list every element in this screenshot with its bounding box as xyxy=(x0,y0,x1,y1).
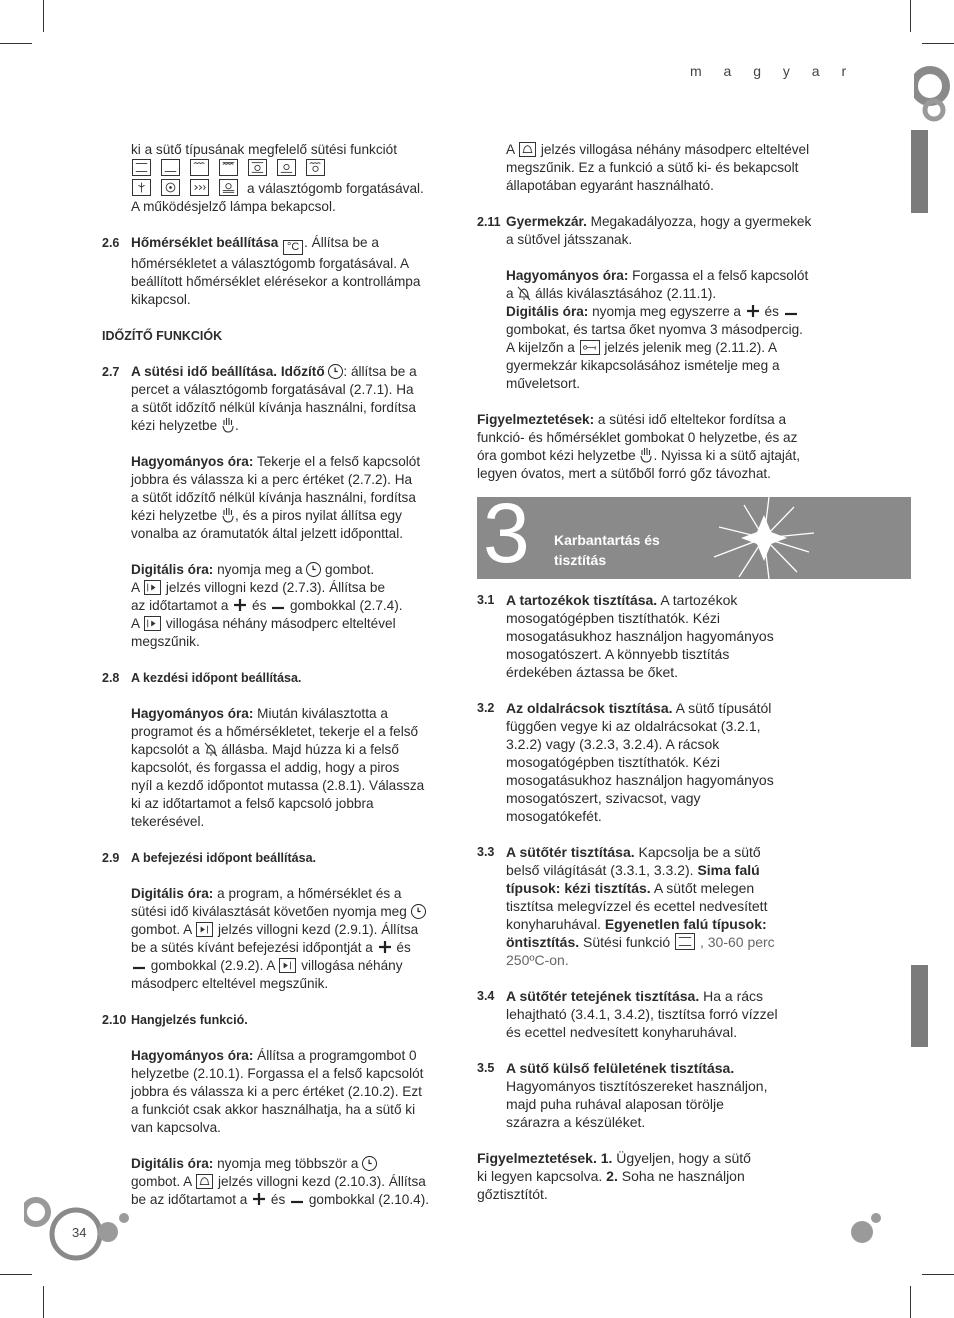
paragraph: ki az időtartamot a felső kapcsoló jobbra xyxy=(131,796,374,811)
text: Ha a rács xyxy=(699,988,764,1004)
text: jelzés villogni kezd (2.9.1). Állítsa xyxy=(214,922,419,937)
text: Állítsa a programgombot 0 xyxy=(253,1048,417,1063)
fast-heat-icon xyxy=(190,179,209,196)
section-banner xyxy=(477,497,911,579)
text: . Állítsa be a xyxy=(304,235,379,250)
text: típusok: kézi tisztítás. xyxy=(506,880,651,896)
section-title: A sütőtér tisztítása. xyxy=(506,844,635,860)
end-time-icon xyxy=(196,922,213,937)
decorative-circles xyxy=(900,62,954,132)
right-column-top xyxy=(477,141,822,483)
text: óra gombot kézi helyzetbe xyxy=(477,448,636,463)
paragraph: megszűnik. xyxy=(131,634,200,649)
text: Soha ne használjon xyxy=(617,1168,745,1184)
label: Digitális óra: xyxy=(506,304,589,319)
banner-title-line: Karbantartás és xyxy=(554,532,660,548)
text: Tekerje el a felső kapcsolót xyxy=(253,454,421,469)
paragraph: kikapcsol. xyxy=(131,292,191,307)
minus-icon xyxy=(783,304,799,318)
section-number: 3.3 xyxy=(477,845,495,859)
text: jelzés villogása néhány másodperc elteltével xyxy=(537,142,810,157)
plus-icon xyxy=(232,598,248,612)
paragraph: megszűnik. Ez a funkció a sütő ki- és bekapcsolt xyxy=(506,160,799,175)
paragraph: hőmérsékletet a választógomb forgatásával. A xyxy=(131,256,410,271)
bottom-heat-icon xyxy=(161,159,180,176)
paragraph: Hagyományos tisztítószereket használjon, xyxy=(506,1078,768,1094)
paragraph: gőztisztítót. xyxy=(477,1186,548,1202)
text: jelzés villogni kezd (2.7.3). Állítsa be xyxy=(162,580,385,595)
fan-icon xyxy=(161,179,180,196)
sparkle-icon xyxy=(709,497,819,579)
text: jelzés jelenik meg (2.11.2). A xyxy=(600,340,778,355)
text: és xyxy=(760,304,779,319)
text: Ügyeljen, hogy a sütő xyxy=(612,1150,751,1166)
section-title: A kezdési időpont beállítása. xyxy=(131,671,302,685)
paragraph: kapcsolót, és forgassa el addig, hogy a piros xyxy=(131,760,400,775)
manual-hand-icon xyxy=(639,447,653,463)
crop-mark xyxy=(43,1286,44,1318)
text: jelzés villogni kezd (2.10.3). Állítsa xyxy=(214,1174,426,1189)
text: A tartozékok xyxy=(657,592,738,608)
crop-mark xyxy=(922,43,954,44)
text: be az időtartamot a xyxy=(131,1192,248,1207)
text: konyharuhával. xyxy=(506,916,601,932)
crop-mark xyxy=(0,43,32,44)
section-number: 3.2 xyxy=(477,701,495,715)
section-number: 2.8 xyxy=(102,671,120,685)
text: és xyxy=(267,1192,286,1207)
section-number: 2.11 xyxy=(477,215,501,229)
paragraph: beállított hőmérséklet elérésekor a kontrollámpa xyxy=(131,274,421,289)
label: Digitális óra: xyxy=(131,886,214,901)
left-column xyxy=(102,141,432,1209)
text: gombokkal (2.10.4). xyxy=(305,1192,429,1207)
plus-icon xyxy=(377,940,393,954)
section-banner-title xyxy=(554,530,660,570)
paragraph: percet a választógomb forgatásával (2.7.1). Ha xyxy=(131,382,414,397)
paragraph: mosogatószert. A könnyebb tisztítás xyxy=(506,646,730,662)
text: , 30-60 perc xyxy=(696,934,775,950)
label: Figyelmeztetések: xyxy=(477,412,595,427)
section-number: 3.1 xyxy=(477,593,495,607)
text: Kapcsolja be a sütő xyxy=(634,844,761,860)
crop-mark xyxy=(910,0,911,32)
key-lock-icon xyxy=(580,340,600,355)
text: . xyxy=(234,418,239,433)
paragraph: lehajtható (3.4.1, 3.4.2), tisztítsa forró vízzel xyxy=(506,1006,778,1022)
text: Egyenetlen falú típusok: xyxy=(600,916,767,932)
paragraph: függően vegye ki az oldalrácsokat (3.2.1, xyxy=(506,718,761,734)
section-number: 2.10 xyxy=(102,1013,127,1027)
page-number: 34 xyxy=(72,1225,87,1240)
paragraph: gyermekzár kikapcsolásához ismételje meg a xyxy=(506,358,780,373)
grill-icon xyxy=(190,159,209,176)
top-bottom-heat-icon xyxy=(132,159,151,176)
paragraph: 3.2.2) vagy (3.2.3, 3.2.4). A rácsok xyxy=(506,736,720,752)
function-icon-row xyxy=(131,179,432,198)
paragraph: tisztítsa melegvízzel és ecettel nedvesített xyxy=(506,898,768,914)
paragraph: jobbra és válassza ki a perc értéket (2.7.2). Ha xyxy=(131,472,413,487)
text: Miután kiválasztotta a xyxy=(253,706,388,721)
text: kézi helyzetbe xyxy=(131,508,218,523)
paragraph: funkció- és hőmérséklet gombokat 0 helyzetbe, és az xyxy=(477,430,798,445)
section-heading: IDŐZÍTŐ FUNKCIÓK xyxy=(102,329,223,343)
text: és xyxy=(392,940,411,955)
text: belső világítását (3.3.1, 3.3.2). xyxy=(506,862,694,878)
clock-icon xyxy=(306,562,321,577)
text: . Nyissa ki a sütő ajtaját, xyxy=(653,448,801,463)
text: Forgassa el a felső kapcsolót xyxy=(628,268,809,283)
manual-hand-icon xyxy=(221,507,235,523)
paragraph: mosogatásukhoz használjon hagyományos xyxy=(506,628,774,644)
paragraph: mosogatógépben tisztíthatók. Kézi xyxy=(506,754,721,770)
label: Hagyományos óra: xyxy=(131,454,254,469)
clock-icon xyxy=(362,1156,377,1171)
top-bottom-heat-icon xyxy=(675,933,695,950)
fan-grill-bottom-icon xyxy=(219,179,238,196)
paragraph: nyíl a kezdő időpontot mutassa (2.8.1). Válassza xyxy=(131,778,425,793)
section-title: Hőmérséklet beállítása xyxy=(131,235,279,250)
paragraph: mosogatásukhoz használjon hagyományos xyxy=(506,772,774,788)
paragraph: vonalba az óramutatók által jelzett időponttal. xyxy=(131,526,404,541)
paragraph: 250ºC-on. xyxy=(506,952,569,968)
fan-bottom-icon xyxy=(277,159,296,176)
section-number: 2.7 xyxy=(102,365,120,379)
bell-icon xyxy=(196,1174,213,1189)
text: be a sütés kívánt befejezési időpontját a xyxy=(131,940,373,955)
text: az időtartamot a xyxy=(131,598,229,613)
crop-mark xyxy=(922,1274,954,1275)
text: 2. xyxy=(602,1168,618,1184)
text: gombokkal (2.7.4). xyxy=(286,598,403,613)
manual-hand-icon xyxy=(221,417,235,433)
text: sütési idő kiválasztását követően nyomja meg xyxy=(131,904,407,919)
minus-icon xyxy=(289,1192,305,1206)
label: Figyelmeztetések. 1. xyxy=(477,1150,613,1166)
paragraph: mosogatókefét. xyxy=(506,808,602,824)
paragraph: jobbra és válassza ki a perc értéket (2.10.2). Ezt xyxy=(131,1084,422,1099)
section-number: 3.4 xyxy=(477,989,495,1003)
text: a xyxy=(506,286,514,301)
crop-mark xyxy=(910,1286,911,1318)
clock-icon xyxy=(328,364,343,379)
text: A xyxy=(131,616,140,631)
section-title: Az oldalrácsok tisztítása. xyxy=(506,700,673,716)
minus-icon xyxy=(270,598,286,612)
text: és xyxy=(248,598,267,613)
language-label: m a g y a r xyxy=(690,63,856,79)
paragraph: majd puha ruhával alaposan törölje xyxy=(506,1096,724,1112)
duration-icon xyxy=(144,616,161,631)
text: a program, a hőmérséklet és a xyxy=(213,886,402,901)
duration-icon xyxy=(144,580,161,595)
paragraph: ki a sütő típusának megfelelő sütési funkciót xyxy=(131,142,397,157)
text: A sütő típusától xyxy=(672,700,772,716)
paragraph: mosogatógépben tisztíthatók. Kézi xyxy=(506,610,721,626)
plus-icon xyxy=(251,1192,267,1206)
text: villogása néhány másodperc elteltével xyxy=(162,616,396,631)
section-number: 2.9 xyxy=(102,851,120,865)
text: állásba. Majd húzza ki a felső xyxy=(217,742,399,757)
text: , és a piros nyilat állítsa egy xyxy=(234,508,402,523)
text: nyomja meg többször a xyxy=(213,1156,359,1171)
text: gombot. xyxy=(321,562,375,577)
paragraph: a funkciót csak akkor használhatja, ha a sütő ki xyxy=(131,1102,416,1117)
grill-top-heat-icon xyxy=(219,159,238,176)
paragraph: és ecettel nedvesített konyharuhával. xyxy=(506,1024,738,1040)
fan-top-bottom-icon xyxy=(248,159,267,176)
fan-grill-icon xyxy=(306,159,325,176)
text: A xyxy=(506,142,515,157)
bell-icon xyxy=(519,142,536,157)
paragraph: állapotában egyaránt használható. xyxy=(506,178,714,193)
side-tab-bar xyxy=(911,965,928,1047)
text: a sütési idő elteltekor fordítsa a xyxy=(594,412,787,427)
paragraph: a választógomb forgatásával. xyxy=(247,181,424,196)
text: gombot. A xyxy=(131,1174,192,1189)
paragraph: szárazra a készüléket. xyxy=(506,1114,646,1130)
defrost-icon xyxy=(132,179,151,196)
text: állás kiválasztásához (2.11.1). xyxy=(531,286,717,301)
text: Sima falú xyxy=(693,862,760,878)
plus-icon xyxy=(745,304,761,318)
text: Sütési funkció xyxy=(579,934,671,950)
section-number: 3.5 xyxy=(477,1061,495,1075)
paragraph: érdekében áztassa be őket. xyxy=(506,664,679,680)
paragraph: legyen óvatos, mert a sütőből forró gőz távozhat. xyxy=(477,466,771,481)
end-time-icon xyxy=(279,958,296,973)
text: : állítsa be a xyxy=(343,364,417,379)
paragraph: programot és a hőmérsékletet, tekerje el a felső xyxy=(131,724,419,739)
paragraph: a sütőt időzítő nélkül kívánja használni, fordítsa xyxy=(131,400,416,415)
section-banner-number: 3 xyxy=(483,497,530,579)
text: Megakadályozza, hogy a gyermekek xyxy=(586,214,812,229)
decorative-circles xyxy=(848,1208,888,1248)
crop-mark xyxy=(43,0,44,32)
clock-icon xyxy=(411,904,426,919)
section-number: 2.6 xyxy=(102,236,120,250)
banner-title-line: tisztítás xyxy=(554,552,607,568)
section-title: Hangjelzés funkció. xyxy=(131,1013,248,1027)
section-title: A sütő külső felületének tisztítása. xyxy=(506,1060,735,1076)
section-title: A sütőtér tetejének tisztítása. xyxy=(506,988,700,1004)
text: nyomja meg a xyxy=(213,562,303,577)
temperature-icon: °C xyxy=(283,240,303,255)
label: Hagyományos óra: xyxy=(506,268,629,283)
paragraph: a sütővel játsszanak. xyxy=(506,232,633,247)
bell-icon xyxy=(204,741,218,757)
text: A sütőt melegen xyxy=(650,880,755,896)
paragraph: mosogatószert, szivacsot, vagy xyxy=(506,790,701,806)
section-title: A tartozékok tisztítása. xyxy=(506,592,658,608)
right-column-bottom xyxy=(477,591,822,1203)
paragraph: helyzetbe (2.10.1). Forgassa el a felső kapcsolót xyxy=(131,1066,424,1081)
text: A xyxy=(131,580,140,595)
section-title: A befejezési időpont beállítása. xyxy=(131,851,316,865)
side-tab-bar xyxy=(911,130,928,213)
text: gombot. A xyxy=(131,922,192,937)
paragraph: van kapcsolva. xyxy=(131,1120,221,1135)
crop-mark xyxy=(0,1274,32,1275)
text: A kijelzőn a xyxy=(506,340,575,355)
text: gombokkal (2.9.2). A xyxy=(147,958,275,973)
bell-icon xyxy=(517,285,531,301)
label: Hagyományos óra: xyxy=(131,1048,254,1063)
paragraph: tekerésével. xyxy=(131,814,205,829)
label: Hagyományos óra: xyxy=(131,706,254,721)
section-title: Gyermekzár. xyxy=(506,214,587,229)
text: öntisztítás. xyxy=(506,934,580,950)
label: Digitális óra: xyxy=(131,562,214,577)
paragraph: másodperc elteltével megszűnik. xyxy=(131,976,329,991)
text: kézi helyzetbe xyxy=(131,418,218,433)
text: kapcsolót a xyxy=(131,742,200,757)
text: villogása néhány xyxy=(297,958,403,973)
function-icon-row xyxy=(131,159,432,179)
label: Digitális óra: xyxy=(131,1156,214,1171)
text: nyomja meg egyszerre a xyxy=(588,304,741,319)
paragraph: a sütőt időzítő nélkül kívánja használni, fordítsa xyxy=(131,490,416,505)
paragraph: gombokat, és tartsa őket nyomva 3 másodpercig. xyxy=(506,322,803,337)
paragraph: A működésjelző lámpa bekapcsol. xyxy=(131,199,336,214)
section-title: A sütési idő beállítása. Időzítő xyxy=(131,364,325,379)
paragraph: műveletsort. xyxy=(506,376,581,391)
minus-icon xyxy=(131,958,147,972)
text: ki legyen kapcsolva. xyxy=(477,1168,603,1184)
